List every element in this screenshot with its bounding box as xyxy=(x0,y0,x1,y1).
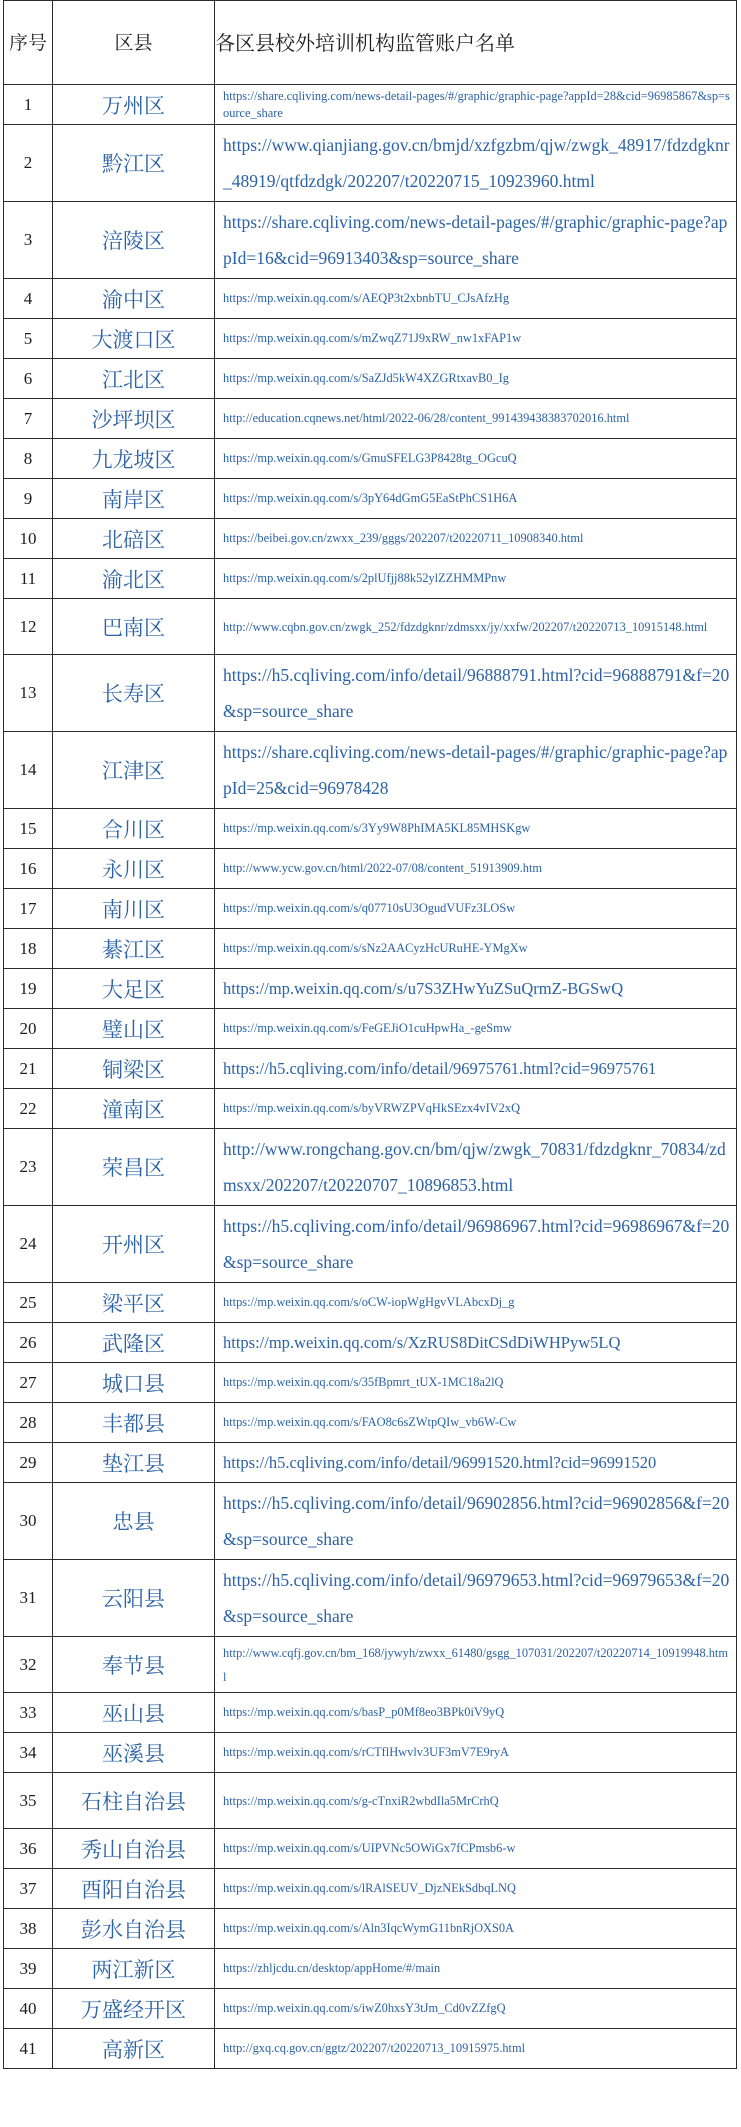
account-link[interactable]: https://mp.weixin.qq.com/s/basP_p0Mf8eo3BPk0iV9yQ xyxy=(223,1705,505,1719)
district-name: 秀山自治县 xyxy=(53,1829,215,1869)
account-link[interactable]: https://mp.weixin.qq.com/s/GmuSFELG3P8428tg_OGcuQ xyxy=(223,451,517,465)
table-row xyxy=(4,1829,737,1869)
district-name: 奉节县 xyxy=(53,1637,215,1693)
account-link[interactable]: https://www.qianjiang.gov.cn/bmjd/xzfgzbm/qjw/zwgk_48917/fdzdgknr_48919/qtfdzdgk/202207/t20220715_10923960.html xyxy=(223,135,730,191)
table-row xyxy=(4,399,737,439)
account-link[interactable]: https://mp.weixin.qq.com/s/iwZ0hxsY3tJm_Cd0vZZfgQ xyxy=(223,2001,506,2015)
row-number: 4 xyxy=(4,279,53,319)
district-name: 江津区 xyxy=(53,732,215,809)
table-row xyxy=(4,1443,737,1483)
district-name: 梁平区 xyxy=(53,1283,215,1323)
district-name: 巴南区 xyxy=(53,599,215,655)
district-name: 酉阳自治县 xyxy=(53,1869,215,1909)
table-row xyxy=(4,969,737,1009)
district-name: 潼南区 xyxy=(53,1089,215,1129)
table-row xyxy=(4,1049,737,1089)
table-row xyxy=(4,519,737,559)
table-row xyxy=(4,809,737,849)
district-name: 大渡口区 xyxy=(53,319,215,359)
table-row xyxy=(4,1089,737,1129)
district-name: 丰都县 xyxy=(53,1403,215,1443)
account-link[interactable]: https://mp.weixin.qq.com/s/FAO8c6sZWtpQIw_vb6W-Cw xyxy=(223,1415,517,1429)
row-number: 33 xyxy=(4,1693,53,1733)
table-row xyxy=(4,929,737,969)
district-name: 忠县 xyxy=(53,1483,215,1560)
table-row xyxy=(4,1129,737,1206)
account-link[interactable]: https://mp.weixin.qq.com/s/sNz2AACyzHcURuHE-YMgXw xyxy=(223,941,528,955)
account-link[interactable]: https://mp.weixin.qq.com/s/q07710sU3OgudVUFz3LOSw xyxy=(223,901,516,915)
account-link[interactable]: https://share.cqliving.com/news-detail-pages/#/graphic/graphic-page?appId=28&cid=96985867&sp=source_share xyxy=(223,88,730,120)
table-row xyxy=(4,732,737,809)
district-name: 开州区 xyxy=(53,1206,215,1283)
account-link[interactable]: https://mp.weixin.qq.com/s/oCW-iopWgHgvVLAbcxDj_g xyxy=(223,1295,515,1309)
district-name: 长寿区 xyxy=(53,655,215,732)
header-serial-number: 序号 xyxy=(4,1,53,85)
account-link[interactable]: https://mp.weixin.qq.com/s/u7S3ZHwYuZSuQrmZ-BGSwQ xyxy=(223,978,624,998)
row-number: 10 xyxy=(4,519,53,559)
account-link[interactable]: https://mp.weixin.qq.com/s/FeGEJiO1cuHpwHa_-geSmw xyxy=(223,1021,512,1035)
account-link[interactable]: http://www.cqfj.gov.cn/bm_168/jywyh/zwxx_61480/gsgg_107031/202207/t20220714_10919948.html xyxy=(223,1645,729,1684)
row-number: 26 xyxy=(4,1323,53,1363)
table-row xyxy=(4,479,737,519)
account-link[interactable]: https://mp.weixin.qq.com/s/35fBpmrt_tUX-1MC18a2lQ xyxy=(223,1375,504,1389)
table-row xyxy=(4,319,737,359)
row-number: 8 xyxy=(4,439,53,479)
district-name: 铜梁区 xyxy=(53,1049,215,1089)
row-number: 21 xyxy=(4,1049,53,1089)
table-row xyxy=(4,1403,737,1443)
row-number: 3 xyxy=(4,202,53,279)
table-row xyxy=(4,559,737,599)
table-row xyxy=(4,279,737,319)
district-name: 巫山县 xyxy=(53,1693,215,1733)
district-name: 綦江区 xyxy=(53,929,215,969)
account-link[interactable]: http://www.cqbn.gov.cn/zwgk_252/fdzdgknr/zdmsxx/jy/xxfw/202207/t20220713_10915148.html xyxy=(223,619,708,634)
row-number: 35 xyxy=(4,1773,53,1829)
account-link[interactable]: https://share.cqliving.com/news-detail-pages/#/graphic/graphic-page?appId=16&cid=96913403&sp=source_share xyxy=(223,212,728,268)
table-row xyxy=(4,1989,737,2029)
row-number: 15 xyxy=(4,809,53,849)
district-name: 璧山区 xyxy=(53,1009,215,1049)
account-link[interactable]: https://mp.weixin.qq.com/s/UIPVNc5OWiGx7fCPmsb6-w xyxy=(223,1841,516,1855)
account-link[interactable]: https://mp.weixin.qq.com/s/XzRUS8DitCSdDiWHPyw5LQ xyxy=(223,1332,621,1352)
table-row xyxy=(4,1283,737,1323)
table-row xyxy=(4,655,737,732)
district-name: 南岸区 xyxy=(53,479,215,519)
district-name: 北碚区 xyxy=(53,519,215,559)
table-row xyxy=(4,439,737,479)
table-row xyxy=(4,1693,737,1733)
row-number: 13 xyxy=(4,655,53,732)
account-link[interactable]: https://h5.cqliving.com/info/detail/96979653.html?cid=96979653&f=20&sp=source_share xyxy=(223,1570,730,1626)
table-header-row xyxy=(4,1,737,85)
account-link[interactable]: https://zhljcdu.cn/desktop/appHome/#/main xyxy=(223,1961,441,1975)
table-row xyxy=(4,1869,737,1909)
header-district: 区县 xyxy=(53,1,215,85)
table-row xyxy=(4,1206,737,1283)
row-number: 2 xyxy=(4,125,53,202)
account-link[interactable]: https://mp.weixin.qq.com/s/3pY64dGmG5EaStPhCS1H6A xyxy=(223,491,518,505)
table-row xyxy=(4,125,737,202)
table-row xyxy=(4,202,737,279)
row-number: 12 xyxy=(4,599,53,655)
table-row xyxy=(4,1323,737,1363)
district-name: 垫江县 xyxy=(53,1443,215,1483)
table-row xyxy=(4,2029,737,2069)
row-number: 9 xyxy=(4,479,53,519)
district-name: 云阳县 xyxy=(53,1560,215,1637)
row-number: 41 xyxy=(4,2029,53,2069)
row-number: 5 xyxy=(4,319,53,359)
district-name: 大足区 xyxy=(53,969,215,1009)
account-link[interactable]: https://mp.weixin.qq.com/s/3Yy9W8PhIMA5KL85MHSKgw xyxy=(223,821,531,835)
account-link[interactable]: https://h5.cqliving.com/info/detail/96986967.html?cid=96986967&f=20&sp=source_share xyxy=(223,1216,730,1272)
table-row xyxy=(4,1483,737,1560)
row-number: 27 xyxy=(4,1363,53,1403)
account-link[interactable]: http://www.rongchang.gov.cn/bm/qjw/zwgk_70831/fdzdgknr_70834/zdmsxx/202207/t20220707_10896853.html xyxy=(223,1139,726,1195)
district-name: 荣昌区 xyxy=(53,1129,215,1206)
row-number: 36 xyxy=(4,1829,53,1869)
row-number: 38 xyxy=(4,1909,53,1949)
account-link[interactable]: https://beibei.gov.cn/zwxx_239/gggs/202207/t20220711_10908340.html xyxy=(223,531,584,545)
account-link[interactable]: https://share.cqliving.com/news-detail-pages/#/graphic/graphic-page?appId=25&cid=96978428 xyxy=(223,742,728,798)
table-row xyxy=(4,1637,737,1693)
district-name: 武隆区 xyxy=(53,1323,215,1363)
row-number: 34 xyxy=(4,1733,53,1773)
district-name: 两江新区 xyxy=(53,1949,215,1989)
district-name: 黔江区 xyxy=(53,125,215,202)
account-link[interactable]: https://mp.weixin.qq.com/s/Aln3IqcWymG11bnRjOXS0A xyxy=(223,1921,514,1935)
row-number: 40 xyxy=(4,1989,53,2029)
account-link[interactable]: https://h5.cqliving.com/info/detail/96991520.html?cid=96991520 xyxy=(223,1452,657,1472)
district-name: 渝中区 xyxy=(53,279,215,319)
row-number: 31 xyxy=(4,1560,53,1637)
row-number: 25 xyxy=(4,1283,53,1323)
account-link[interactable]: http://gxq.cq.gov.cn/ggtz/202207/t20220713_10915975.html xyxy=(223,2041,526,2055)
table-row xyxy=(4,359,737,399)
row-number: 14 xyxy=(4,732,53,809)
district-name: 高新区 xyxy=(53,2029,215,2069)
row-number: 39 xyxy=(4,1949,53,1989)
table-row xyxy=(4,1009,737,1049)
table-row xyxy=(4,1773,737,1829)
district-name: 石柱自治县 xyxy=(53,1773,215,1829)
district-name: 万州区 xyxy=(53,85,215,125)
account-link[interactable]: https://mp.weixin.qq.com/s/lRAlSEUV_DjzNEkSdbqLNQ xyxy=(223,1881,516,1895)
row-number: 16 xyxy=(4,849,53,889)
table-row xyxy=(4,85,737,125)
district-name: 合川区 xyxy=(53,809,215,849)
table-row xyxy=(4,1909,737,1949)
district-name: 江北区 xyxy=(53,359,215,399)
table-row xyxy=(4,1363,737,1403)
table-row xyxy=(4,1733,737,1773)
row-number: 23 xyxy=(4,1129,53,1206)
district-name: 巫溪县 xyxy=(53,1733,215,1773)
account-link[interactable]: https://mp.weixin.qq.com/s/byVRWZPVqHkSEzx4vIV2xQ xyxy=(223,1101,521,1115)
district-name: 沙坪坝区 xyxy=(53,399,215,439)
row-number: 22 xyxy=(4,1089,53,1129)
district-name: 涪陵区 xyxy=(53,202,215,279)
row-number: 28 xyxy=(4,1403,53,1443)
row-number: 1 xyxy=(4,85,53,125)
account-link[interactable]: http://www.ycw.gov.cn/html/2022-07/08/content_51913909.htm xyxy=(223,861,543,875)
district-name: 永川区 xyxy=(53,849,215,889)
row-number: 11 xyxy=(4,559,53,599)
header-account-list-title: 各区县校外培训机构监管账户名单 xyxy=(215,1,737,85)
row-number: 6 xyxy=(4,359,53,399)
row-number: 37 xyxy=(4,1869,53,1909)
account-link[interactable]: https://mp.weixin.qq.com/s/mZwqZ71J9xRW_nw1xFAP1w xyxy=(223,331,522,345)
district-name: 彭水自治县 xyxy=(53,1909,215,1949)
district-name: 万盛经开区 xyxy=(53,1989,215,2029)
row-number: 7 xyxy=(4,399,53,439)
row-number: 30 xyxy=(4,1483,53,1560)
district-name: 南川区 xyxy=(53,889,215,929)
district-name: 九龙坡区 xyxy=(53,439,215,479)
row-number: 32 xyxy=(4,1637,53,1693)
row-number: 24 xyxy=(4,1206,53,1283)
account-link[interactable]: https://h5.cqliving.com/info/detail/96975761.html?cid=96975761 xyxy=(223,1058,657,1078)
row-number: 17 xyxy=(4,889,53,929)
table-row xyxy=(4,599,737,655)
supervision-account-table xyxy=(3,0,737,2069)
table-row xyxy=(4,1560,737,1637)
account-link[interactable]: https://mp.weixin.qq.com/s/rCTflHwvlv3UF3mV7E9ryA xyxy=(223,1745,510,1759)
row-number: 18 xyxy=(4,929,53,969)
row-number: 19 xyxy=(4,969,53,1009)
district-name: 渝北区 xyxy=(53,559,215,599)
account-link[interactable]: https://h5.cqliving.com/info/detail/96888791.html?cid=96888791&f=20&sp=source_share xyxy=(223,665,730,721)
account-link[interactable]: https://mp.weixin.qq.com/s/SaZJd5kW4XZGRtxavB0_Ig xyxy=(223,371,510,385)
row-number: 29 xyxy=(4,1443,53,1483)
table-row xyxy=(4,1949,737,1989)
table-row xyxy=(4,889,737,929)
district-name: 城口县 xyxy=(53,1363,215,1403)
row-number: 20 xyxy=(4,1009,53,1049)
account-link[interactable]: https://h5.cqliving.com/info/detail/96902856.html?cid=96902856&f=20&sp=source_share xyxy=(223,1493,730,1549)
account-link[interactable]: https://mp.weixin.qq.com/s/2plUfjj88k52ylZZHMMPnw xyxy=(223,571,507,585)
account-link[interactable]: https://mp.weixin.qq.com/s/g-cTnxiR2wbdIla5MrCrhQ xyxy=(223,1793,499,1808)
account-link[interactable]: https://mp.weixin.qq.com/s/AEQP3t2xbnbTU_CJsAfzHg xyxy=(223,291,510,305)
account-link[interactable]: http://education.cqnews.net/html/2022-06/28/content_991439438383702016.html xyxy=(223,411,630,425)
table-row xyxy=(4,849,737,889)
